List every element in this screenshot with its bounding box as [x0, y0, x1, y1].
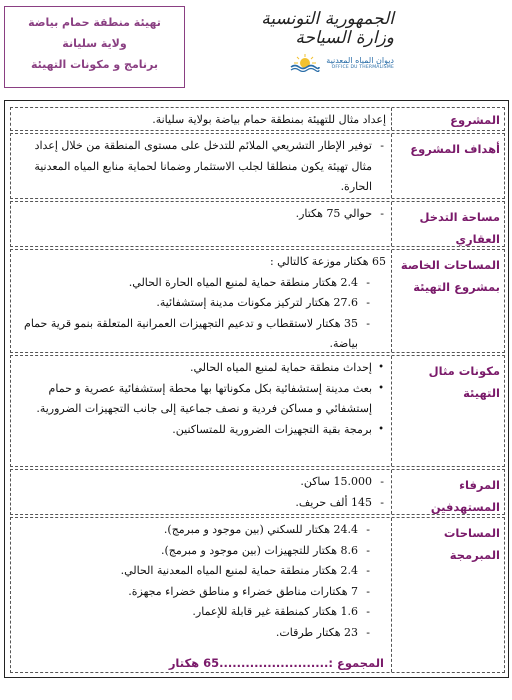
list-item: • برمجة بقية التجهيزات الضرورية للمتساكنين.: [17, 420, 386, 441]
sun-wave-icon: [290, 54, 320, 72]
office-logo: [224, 54, 394, 72]
row-label: مكونات مثال التهيئة: [428, 364, 500, 400]
list-item: - 23 هكتار طرقات.: [17, 623, 372, 644]
list-item: - 2.4 هكتار منطقة حماية لمنبع المياه الحارة الحالي.: [17, 273, 372, 294]
row-content: [17, 472, 386, 513]
row-content: [17, 520, 386, 643]
row-label: المساحات المبرمجة: [443, 526, 500, 562]
row-objectives: [10, 133, 505, 199]
list-item: - 8.6 هكتار للتجهيزات (بين موجود و مبرمج).: [17, 541, 372, 562]
row-label: المساحات الخاصة بمشروع التهيئة: [400, 258, 500, 294]
row-content: [17, 252, 386, 355]
list-item: - 1.6 هكتار كمنطقة غير قابلة للإعمار.: [17, 602, 372, 623]
project-text: إعداد مثال للتهيئة بمنطقة حمام بياضة بولاية سليانة.: [152, 113, 386, 126]
list-item: - 2.4 هكتار منطقة حماية لمنبع المياه المعدنية الحالي.: [17, 561, 372, 582]
list-item: - 35 هكتار لاستقطاب و تدعيم التجهيزات العمرانية المتعلقة بنمو قرية حمام بياضة.: [17, 314, 372, 355]
row-project: [10, 107, 505, 131]
row-plan-components: [10, 355, 505, 467]
list-item: - 7 هكتارات مناطق خضراء و مناطق خضراء مجهزة.: [17, 582, 372, 603]
office-name-ar: ديوان المياه المعدنية: [326, 56, 394, 65]
row-label: مساحة التدخل العقاري: [419, 210, 500, 246]
title-line-3: برنامج و مكونات التهيئة: [30, 58, 159, 71]
row-targeted: [10, 469, 505, 515]
title-line-1: تهيئة منطقة حمام بياضة: [28, 16, 161, 29]
list-item: - 27.6 هكتار لتركيز مكونات مدينة إستشفائية.: [17, 293, 372, 314]
office-name-fr: OFFICE DU THERMALISME: [331, 65, 394, 70]
list-item: - 145 ألف حريف.: [17, 493, 386, 514]
row-content: [17, 110, 386, 131]
republic-title: الجمهورية التونسية: [261, 9, 394, 29]
ministry-title: وزارة السياحة: [295, 28, 394, 48]
objective-text: - توفير الإطار التشريعي الملائم للتدخل على مستوى المنطقة من خلال إعداد مثال تهيئة يكون منطلقا لجلب الاستثمار وضمانا لحماية منابع المياه المعدنية الحارة.: [17, 136, 386, 198]
row-programmed-areas: [10, 517, 505, 673]
row-content: [17, 204, 386, 225]
row-label: المشروع: [450, 113, 500, 127]
ministry-header: [224, 10, 394, 72]
total-line: المجموع :.........................65 هكتار: [168, 656, 384, 670]
row-label: المرفاء المستهدفين: [430, 478, 500, 514]
list-item: - 24.4 هكتار للسكني (بين موجود و مبرمج).: [17, 520, 372, 541]
list-item: - 15.000 ساكن.: [17, 472, 386, 493]
program-table: [4, 100, 509, 678]
list-item: • بعث مدينة إستشفائية بكل مكوناتها بها محطة إستشفائية عصرية و حمام إستشفائي و مساكن فردية و نصف جماعية إلى جانب التجهيزات الضرورية.: [17, 379, 386, 420]
row-label: أهداف المشروع: [410, 142, 500, 156]
list-item: • إحداث منطقة حماية لمنبع المياه الحالي.: [17, 358, 386, 379]
area-text: - حوالي 75 هكتار.: [17, 204, 386, 225]
row-planning-areas: [10, 249, 505, 353]
document-title-box: [4, 6, 185, 88]
row-content: [17, 358, 386, 440]
planning-intro: 65 هكتار موزعة كالتالي :: [269, 255, 386, 268]
title-line-2: ولاية سليانة: [62, 37, 127, 50]
row-content: [17, 136, 386, 198]
row-intervention-area: [10, 201, 505, 247]
